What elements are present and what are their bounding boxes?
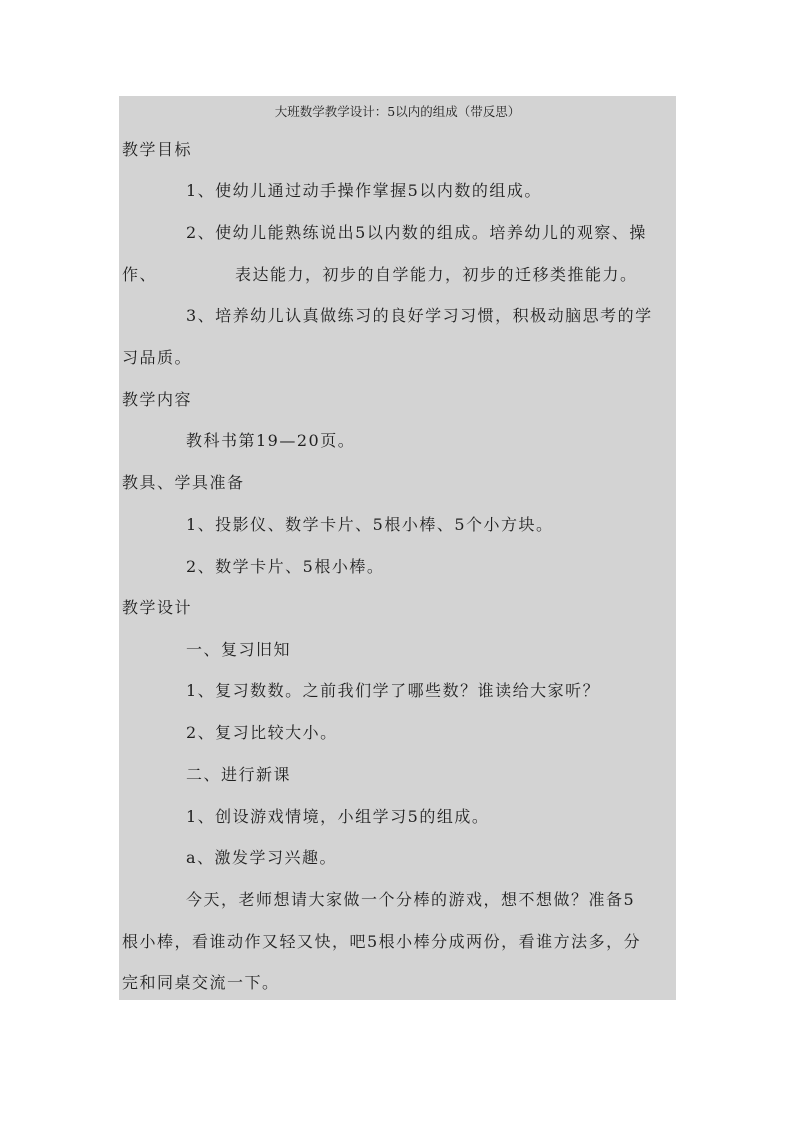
- goal-2-line-2-end: 表达能力，初步的自学能力，初步的迁移类推能力。: [235, 265, 638, 284]
- heading-tools: 教具、学具准备: [122, 473, 245, 492]
- paragraph-line-1: 今天，老师想请大家做一个分棒的游戏，想不想做？准备5: [186, 890, 636, 909]
- content-text: 教科书第19—20页。: [186, 431, 356, 450]
- goal-2-line-2: [122, 262, 638, 285]
- step-1-heading: 一、复习旧知: [186, 640, 292, 659]
- step-1-item-1: 1、复习数数。之前我们学了哪些数？谁读给大家听？: [186, 681, 601, 700]
- goal-3-line-1: 3、培养幼儿认真做练习的良好学习习惯，积极动脑思考的学: [186, 306, 653, 325]
- goal-2-line-2-start: 作、: [122, 265, 158, 284]
- step-2-item-1: 1、创设游戏情境，小组学习5的组成。: [186, 807, 490, 826]
- paragraph-line-3: 完和同桌交流一下。: [122, 973, 280, 992]
- goal-3-line-2: 习品质。: [122, 348, 193, 367]
- heading-content: 教学内容: [122, 390, 193, 409]
- heading-goals: 教学目标: [122, 140, 193, 159]
- step-2-heading: 二、进行新课: [186, 765, 292, 784]
- paragraph-line-2: 根小棒，看谁动作又轻又快，吧5根小棒分成两份，看谁方法多，分: [122, 932, 642, 951]
- document-title: 大班数学教学设计：5以内的组成（带反思）: [274, 104, 521, 119]
- goal-2-line-1: 2、使幼儿能熟练说出5以内数的组成。培养幼儿的观察、操: [186, 223, 647, 242]
- goal-1: 1、使幼儿通过动手操作掌握5以内数的组成。: [186, 181, 542, 200]
- tools-item-2: 2、数学卡片、5根小棒。: [186, 557, 385, 576]
- document-page: [119, 96, 676, 1000]
- step-2-item-1a: a、激发学习兴趣。: [186, 848, 338, 867]
- tools-item-1: 1、投影仪、数学卡片、5根小棒、5个小方块。: [186, 515, 554, 534]
- heading-design: 教学设计: [122, 598, 193, 617]
- step-1-item-2: 2、复习比较大小。: [186, 723, 338, 742]
